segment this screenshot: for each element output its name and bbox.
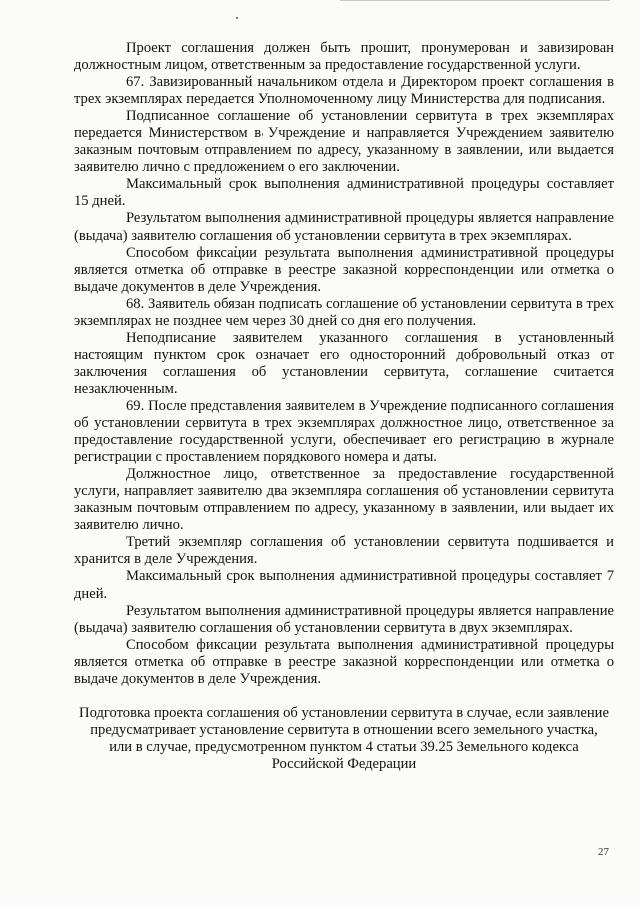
paragraph: Способом фиксации результата выполнения административной процедуры является отметка об отправке в реестре заказной корреспонденции или отметка о выдаче документов в деле Учреждения. bbox=[74, 636, 614, 687]
paragraph: Третий экземпляр соглашения об установлении сервитута подшивается и хранится в деле Учреждения. bbox=[74, 534, 614, 568]
heading-line: или в случае, предусмотренном пунктом 4 статьи 39.25 Земельного кодекса bbox=[109, 738, 579, 755]
scan-speck bbox=[236, 17, 238, 19]
heading-line: Российской Федерации bbox=[271, 755, 417, 772]
heading-line: Подготовка проекта соглашения об установлении сервитута в случае, если заявление bbox=[79, 704, 609, 721]
paragraph: 68. Заявитель обязан подписать соглашение об установлении сервитута в трех экземплярах не позднее чем через 30 дней со дня его получения. bbox=[74, 295, 614, 329]
document-body bbox=[74, 40, 614, 773]
paragraph: Подписанное соглашение об установлении сервитута в трех экземплярах передается Министерством в Учреждение и направляется Учреждением заявителю заказным почтовым отправлением по адресу, указанному в заявлении, или выдается заявителю лично с предложением о его заключении. bbox=[74, 108, 614, 176]
paragraph: 69. После представления заявителем в Учреждение подписанного соглашения об установлении сервитута в трех экземплярах должностное лицо, ответственное за предоставление государственной услуги, обеспечивает его регистрацию в журнале регистрации с проставлением порядкового номера и даты. bbox=[74, 397, 614, 466]
paragraph: 67. Завизированный начальником отдела и Директором проект соглашения в трех экземплярах передается Уполномоченному лицу Министерства для подписания. bbox=[74, 74, 614, 108]
paragraph: Максимальный срок выполнения административной процедуры составляет 7 дней. bbox=[74, 568, 614, 602]
paragraph: Должностное лицо, ответственное за предоставление государственной услуги, направляет заявителю два экземпляра соглашения об установлении сервитута заказным почтовым отправлением по адресу, указанному в заявлении, или выдает их заявителю лично. bbox=[74, 466, 614, 534]
page-number: 27 bbox=[598, 846, 609, 858]
paragraph: Неподписание заявителем указанного соглашения в установленный настоящим пунктом срок означает его односторонний добровольный отказ от заключения соглашения об установлении сервитута, соглашение считается незаключенным. bbox=[74, 329, 614, 397]
heading-line: предусматривает установление сервитута в отношении всего земельного участка, bbox=[90, 721, 598, 738]
paragraph: Проект соглашения должен быть прошит, пронумерован и завизирован должностным лицом, ответственным за предоставление государственной услуги. bbox=[74, 40, 614, 74]
paragraph: Результатом выполнения административной процедуры является направление (выдача) заявителю соглашения об установлении сервитута в двух экземплярах. bbox=[74, 602, 614, 636]
paragraph: Результатом выполнения административной процедуры является направление (выдача) заявителю соглашения об установлении сервитута в трех экземплярах. bbox=[74, 210, 614, 244]
paragraph: Максимальный срок выполнения административной процедуры составляет 15 дней. bbox=[74, 176, 614, 210]
paragraph: Способом фиксации результата выполнения административной процедуры является отметка об отправке в реестре заказной корреспонденции или отметка о выдаче документов в деле Учреждения. bbox=[74, 244, 614, 295]
scan-edge-line bbox=[340, 0, 610, 1]
section-heading bbox=[74, 705, 614, 773]
